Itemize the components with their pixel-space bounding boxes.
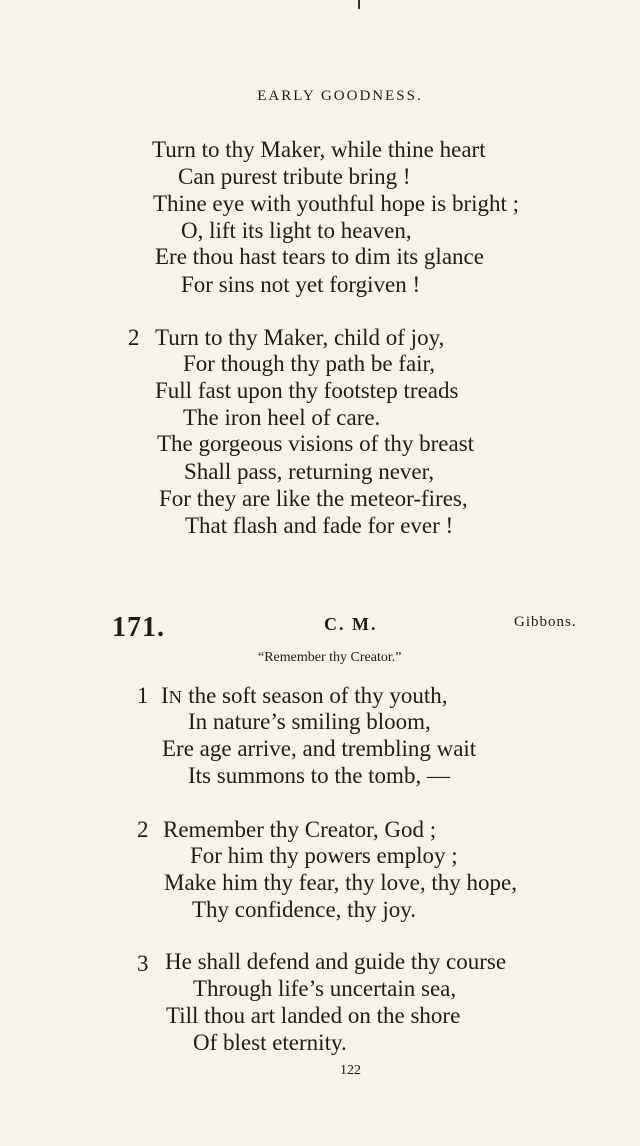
verse-line: Its summons to the tomb, — bbox=[188, 763, 450, 788]
page-number: 122 bbox=[340, 1063, 361, 1078]
verse-line: For sins not yet forgiven ! bbox=[181, 272, 421, 297]
stanza-number: 2 bbox=[128, 325, 140, 350]
verse-line: Can purest tribute bring ! bbox=[178, 164, 411, 189]
verse-line: Ere age arrive, and trembling wait bbox=[162, 736, 477, 761]
verse-line: Of blest eternity. bbox=[193, 1030, 347, 1055]
hymn-meter: C. M. bbox=[324, 614, 378, 634]
verse-line: Thine eye with youthful hope is bright ; bbox=[153, 191, 520, 216]
verse-line: Full fast upon thy footstep treads bbox=[155, 378, 459, 403]
verse-line: Make him thy fear, thy love, thy hope, bbox=[164, 870, 517, 895]
stanza-number: 2 bbox=[137, 817, 149, 842]
drop-initial: I bbox=[161, 683, 169, 708]
ink-speck bbox=[358, 0, 360, 9]
hymn-number: 171. bbox=[112, 612, 165, 643]
verse-line: That flash and fade for ever ! bbox=[185, 513, 454, 538]
verse-line: Till thou art landed on the shore bbox=[166, 1003, 461, 1028]
verse-line: For though thy path be fair, bbox=[183, 351, 436, 376]
verse-line: The iron heel of care. bbox=[183, 405, 381, 430]
verse-line: Ere thou hast tears to dim its glance bbox=[155, 244, 484, 269]
stanza-number: 3 bbox=[137, 951, 149, 976]
hymn-composer: Gibbons. bbox=[514, 614, 577, 630]
verse-line: Remember thy Creator, God ; bbox=[163, 817, 437, 842]
verse-line-rest: the soft season of thy youth, bbox=[182, 683, 448, 708]
verse-line: Turn to thy Maker, child of joy, bbox=[155, 325, 445, 350]
verse-line: Shall pass, returning never, bbox=[184, 459, 435, 484]
verse-line: The gorgeous visions of thy breast bbox=[157, 431, 475, 456]
verse-line: For they are like the meteor-fires, bbox=[159, 486, 468, 511]
verse-line: Turn to thy Maker, while thine heart bbox=[152, 137, 486, 162]
verse-line: He shall defend and guide thy course bbox=[165, 949, 507, 974]
stanza-number: 1 bbox=[137, 683, 149, 708]
small-cap: N bbox=[168, 687, 183, 707]
verse-line: Thy confidence, thy joy. bbox=[192, 897, 416, 922]
running-head: EARLY GOODNESS. bbox=[257, 88, 423, 104]
verse-line-first bbox=[161, 684, 448, 707]
verse-line: Through life’s uncertain sea, bbox=[193, 976, 457, 1001]
verse-line: For him thy powers employ ; bbox=[190, 843, 458, 868]
verse-line: In nature’s smiling bloom, bbox=[188, 709, 431, 734]
hymn-epigraph: “Remember thy Creator.” bbox=[258, 650, 402, 665]
verse-line: O, lift its light to heaven, bbox=[181, 218, 412, 243]
